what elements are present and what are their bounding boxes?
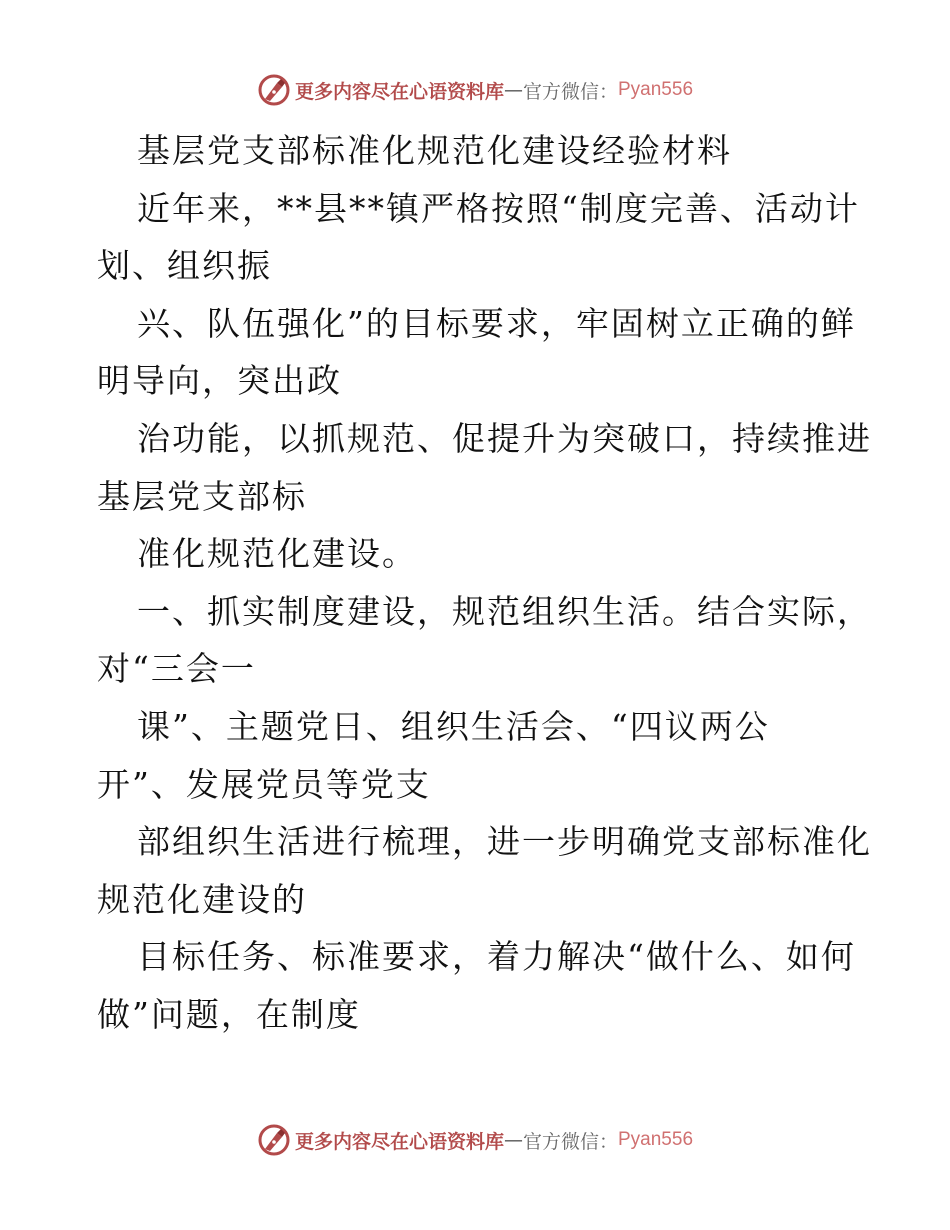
- document-body: [97, 122, 877, 1044]
- text-line: 课”、主题党日、组织生活会、“四议两公: [137, 706, 770, 746]
- text-line: 兴、队伍强化”的目标要求，牢固树立正确的鲜: [137, 303, 856, 343]
- banner-wechat-id: Pyan556: [618, 1129, 694, 1150]
- banner-main-text: 更多内容尽在心语资料库: [294, 80, 504, 103]
- text-line: 部组织生活进行梳理，进一步明确党支部标准化: [137, 822, 872, 862]
- text-line: 规范化建设的: [97, 879, 307, 919]
- pen-nib-logo-icon: [257, 1123, 291, 1157]
- text-line: 做”问题，在制度: [97, 994, 361, 1034]
- text-line: 治功能，以抓规范、促提升为突破口，持续推进: [137, 418, 872, 458]
- banner-separator: —: [503, 1129, 523, 1151]
- text-line: 目标任务、标准要求，着力解决“做什么、如何: [137, 937, 856, 977]
- header-banner: [0, 70, 950, 110]
- text-line: 一、抓实制度建设，规范组织生活。结合实际，: [137, 591, 872, 631]
- text-line: 基层党支部标: [97, 476, 307, 516]
- text-line: 开”、发展党员等党支: [97, 764, 431, 804]
- document-title: 基层党支部标准化规范化建设经验材料: [137, 131, 732, 170]
- text-line: 近年来，**县**镇严格按照“制度完善、活动计: [137, 188, 860, 228]
- text-line: 对“三会一: [97, 649, 256, 689]
- text-line: 明导向，突出政: [97, 361, 342, 401]
- banner-wechat-label: 官方微信：: [522, 1130, 618, 1153]
- pen-nib-logo-icon: [257, 73, 291, 107]
- banner-wechat-id: Pyan556: [618, 79, 694, 100]
- banner-separator: —: [503, 79, 523, 101]
- banner-wechat-label: 官方微信：: [522, 80, 618, 103]
- text-line: 划、组织振: [97, 246, 272, 286]
- footer-banner: [0, 1120, 950, 1160]
- banner-main-text: 更多内容尽在心语资料库: [294, 1130, 504, 1153]
- text-line: 准化规范化建设。: [137, 534, 417, 574]
